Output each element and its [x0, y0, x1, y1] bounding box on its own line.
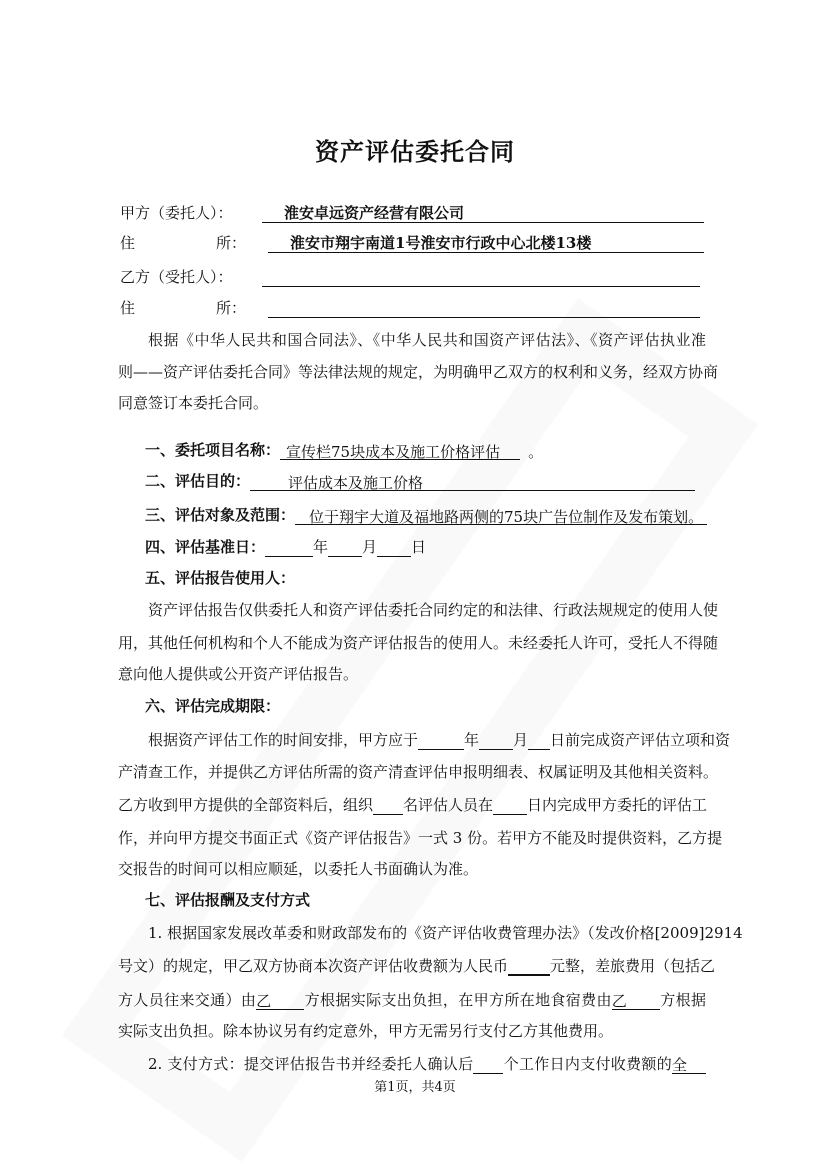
address-label-a: 住	[120, 234, 136, 252]
project-name: 宣传栏75块成本及施工价格评估	[286, 443, 501, 461]
section-3-label: 三、评估对象及范围：	[145, 506, 296, 524]
text: 个工作日内支付收费额的	[503, 1055, 672, 1073]
paragraph-line	[118, 795, 706, 815]
page-title: 资产评估委托合同	[315, 137, 515, 166]
day-label: 日	[411, 538, 427, 556]
text: 乙方收到甲方提供的全部资料后，组织	[118, 796, 374, 814]
section-1	[145, 440, 544, 461]
base-date-month-blank	[328, 538, 362, 557]
paragraph-line: 交报告的时间可以相应顺延，以委托人书面确认为准。	[118, 860, 479, 878]
blank	[473, 1055, 503, 1074]
address-label-b: 所：	[216, 234, 247, 252]
purpose-field: 评估成本及施工价格	[250, 473, 695, 491]
section-1-label: 一、委托项目名称：	[145, 441, 281, 459]
text: 月	[513, 731, 529, 749]
party-b-address	[268, 298, 700, 318]
text: 方根据	[659, 991, 706, 1009]
travel-fee-party: 乙	[256, 991, 304, 1010]
blank	[528, 731, 550, 750]
section-5-heading: 五、评估报告使用人：	[145, 569, 296, 587]
text: 2. 支付方式：提交评估报告书并经委托人确认后	[148, 1055, 474, 1073]
text: 日前完成资产评估立项和资	[550, 731, 731, 749]
paragraph-line: 产清查工作，并提供乙方评估所需的资产清查评估申报明细表、权属证明及其他相关资料。	[118, 763, 719, 781]
project-name-end: 。	[528, 443, 544, 461]
text: 日内完成甲方委托的评估工	[527, 796, 708, 814]
text: 方根据实际支出负担，在甲方所在地食宿费由	[304, 991, 612, 1009]
fee-blank	[508, 956, 550, 976]
payment-portion: 全	[672, 1055, 706, 1074]
paragraph-line: 1. 根据国家发展改革委和财政部发布的《资产评估收费管理办法》（发改价格[2009]2914	[148, 924, 743, 942]
section-6-heading: 六、评估完成期限：	[145, 697, 281, 715]
text: 元整，差旅费用（包括乙	[550, 957, 716, 975]
blank	[479, 731, 513, 750]
paragraph-line: 实际支出负担。除本协议另有约定意外，甲方无需另行支付乙方其他费用。	[118, 1022, 614, 1040]
party-b-name	[262, 267, 700, 287]
party-a-label: 甲方（委托人）：	[120, 204, 233, 222]
lodging-fee-party: 乙	[612, 991, 660, 1010]
month-label: 月	[362, 538, 378, 556]
paragraph-line	[118, 990, 706, 1010]
section-4-label: 四、评估基准日：	[145, 538, 266, 556]
text: 名评估人员在	[403, 796, 494, 814]
paragraph-line: 用，其他任何机构和个人不能成为资产评估报告的使用人。未经委托人许可，受托人不得随	[118, 634, 719, 652]
section-7-heading: 七、评估报酬及支付方式	[145, 891, 311, 909]
blank	[493, 796, 527, 815]
party-a-address: 淮安市翔宇南道1号淮安市行政中心北楼13楼	[268, 233, 704, 253]
text: 号文）的规定，甲乙双方协商本次资产评估收费额为人民币	[118, 957, 509, 975]
base-date-year-blank	[265, 538, 313, 557]
text: 方人员往来交通）由	[118, 991, 257, 1009]
blank	[418, 731, 464, 750]
text: 年	[464, 731, 480, 749]
section-4	[145, 537, 426, 557]
address-label-b: 所：	[216, 299, 247, 317]
paragraph-line	[148, 1054, 706, 1074]
paragraph-line: 作，并向甲方提交书面正式《资产评估报告》一式 3 份。若甲方不能及时提供资料，乙方提	[118, 829, 723, 847]
party-b-label: 乙方（受托人）：	[120, 268, 233, 286]
base-date-day-blank	[377, 538, 411, 557]
paragraph-line: 意向他人提供或公开资产评估报告。	[118, 665, 359, 683]
year-label: 年	[313, 538, 329, 556]
address-label-a: 住	[120, 299, 136, 317]
section-3	[145, 505, 707, 525]
page-number: 第1页，共4页	[374, 1080, 456, 1095]
paragraph-line: 资产评估报告仅供委托人和资产评估委托合同约定的和法律、行政法规规定的使用人使	[148, 601, 719, 619]
intro-line: 根据《中华人民共和国合同法》、《中华人民共和国资产评估法》、《资产评估执业准	[148, 331, 706, 349]
paragraph-line	[118, 956, 716, 976]
section-2-label: 二、评估目的：	[145, 472, 251, 490]
blank	[373, 796, 403, 815]
party-a-name: 淮安卓远资产经营有限公司	[262, 203, 704, 223]
scope-field: 位于翔宇大道及福地路两侧的75块广告位制作及发布策划。	[295, 507, 707, 525]
intro-line: 则——资产评估委托合同》等法律法规的规定，为明确甲乙双方的权利和义务，经双方协商	[118, 363, 719, 381]
paragraph-line	[148, 730, 731, 750]
project-name-field	[280, 442, 544, 461]
section-2	[145, 471, 695, 491]
text: 根据资产评估工作的时间安排，甲方应于	[148, 731, 419, 749]
intro-line: 同意签订本委托合同。	[118, 394, 269, 412]
